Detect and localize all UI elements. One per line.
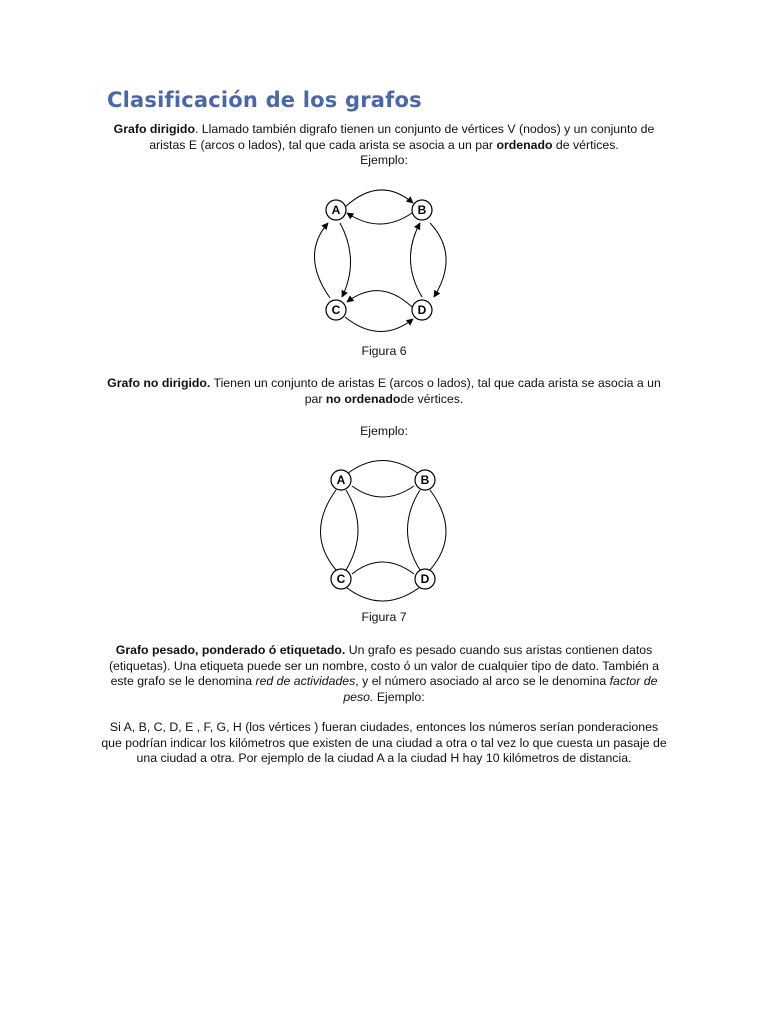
undirected-edge — [321, 490, 337, 570]
weighted-graph-italic-1: red de actividades — [255, 674, 356, 688]
weighted-graph-example-paragraph: Si A, B, C, D, E , F, G, H (los vértices ) fueran ciudades, entonces los números serían ponderaciones que podrían indicar los kilómetros que existen de una ciudad a otra o tal vez lo que cuesta un pasaje de una ciudad a otra. Por ejemplo de la ciudad A a la ciudad H hay 10 kilómetros de distancia. — [101, 720, 667, 765]
directed-edge — [340, 223, 351, 297]
undirected-edge — [408, 490, 421, 570]
weighted-graph-text-1: Un grafo es pesado cuando sus aristas contienen datos (etiquetas). Una etiqueta puede ser un nombre, costo ó un valor de cualquier tipo de dato. También a este grafo se le denomina — [108, 643, 660, 688]
directed-graph-example-label: Ejemplo: — [360, 153, 408, 167]
undirected-graph-text-1: Tienen un conjunto de aristas E (arcos o lados), tal que cada arista se asocia a un par — [210, 376, 661, 406]
node-b — [412, 200, 432, 220]
node-c — [331, 569, 351, 589]
undirected-edge — [430, 490, 446, 570]
undirected-edge — [342, 461, 424, 479]
undirected-edge — [352, 486, 414, 497]
node-b — [415, 470, 435, 490]
directed-edge — [345, 317, 413, 332]
undirected-graph-example-label: Ejemplo: — [360, 424, 408, 438]
svg-text:C: C — [336, 572, 346, 586]
node-d — [415, 569, 435, 589]
directed-edge — [347, 291, 412, 307]
undirected-graph-unordered: no ordenado — [325, 391, 401, 406]
page-title: Clasificación de los grafos — [107, 88, 422, 112]
undirected-graph-term: Grafo no dirigido. — [107, 376, 211, 390]
directed-graph-text-1: . Llamado también digrafo tienen un conjunto de vértices V (nodos) y un conjunto de aristas E (arcos o lados), tal que cada arista se asocia a un par — [149, 122, 655, 152]
undirected-edge — [342, 584, 424, 601]
weighted-graph-text-2: , y el número asociado al arco se le denomina — [355, 674, 610, 688]
weighted-graph-italic-2: factor de peso. — [343, 674, 658, 704]
svg-text:D: D — [417, 303, 427, 317]
undirected-edge — [352, 562, 414, 574]
svg-text:B: B — [420, 473, 430, 487]
svg-text:D: D — [420, 572, 430, 586]
directed-edge — [347, 213, 412, 224]
directed-graph-paragraph — [100, 122, 668, 169]
figure-7-caption: Figura 7 — [361, 610, 407, 624]
directed-graph-figure — [300, 185, 470, 335]
node-a — [326, 200, 346, 220]
directed-edge — [430, 223, 446, 297]
node-c — [326, 300, 346, 320]
svg-text:A: A — [331, 203, 341, 217]
node-d — [412, 300, 432, 320]
directed-graph-text-2: de vértices. — [552, 137, 619, 152]
undirected-graph-figure — [310, 458, 460, 598]
undirected-graph-paragraph — [100, 376, 668, 407]
weighted-graph-paragraph — [100, 643, 668, 705]
weighted-graph-term: Grafo pesado, ponderado ó etiquetado. — [115, 643, 346, 657]
svg-text:C: C — [331, 303, 341, 317]
weighted-graph-text-3: Ejemplo: — [373, 689, 425, 704]
directed-graph-ordered: ordenado — [496, 137, 553, 152]
undirected-graph-text-2: de vértices. — [400, 391, 464, 406]
directed-edge — [314, 223, 330, 298]
figure-6-caption: Figura 6 — [361, 344, 407, 358]
directed-graph-term: Grafo dirigido — [113, 122, 195, 136]
undirected-edge — [346, 490, 358, 570]
node-a — [331, 470, 351, 490]
svg-text:A: A — [336, 473, 346, 487]
svg-text:B: B — [417, 203, 427, 217]
directed-edge — [410, 223, 422, 297]
directed-edge — [345, 190, 413, 207]
